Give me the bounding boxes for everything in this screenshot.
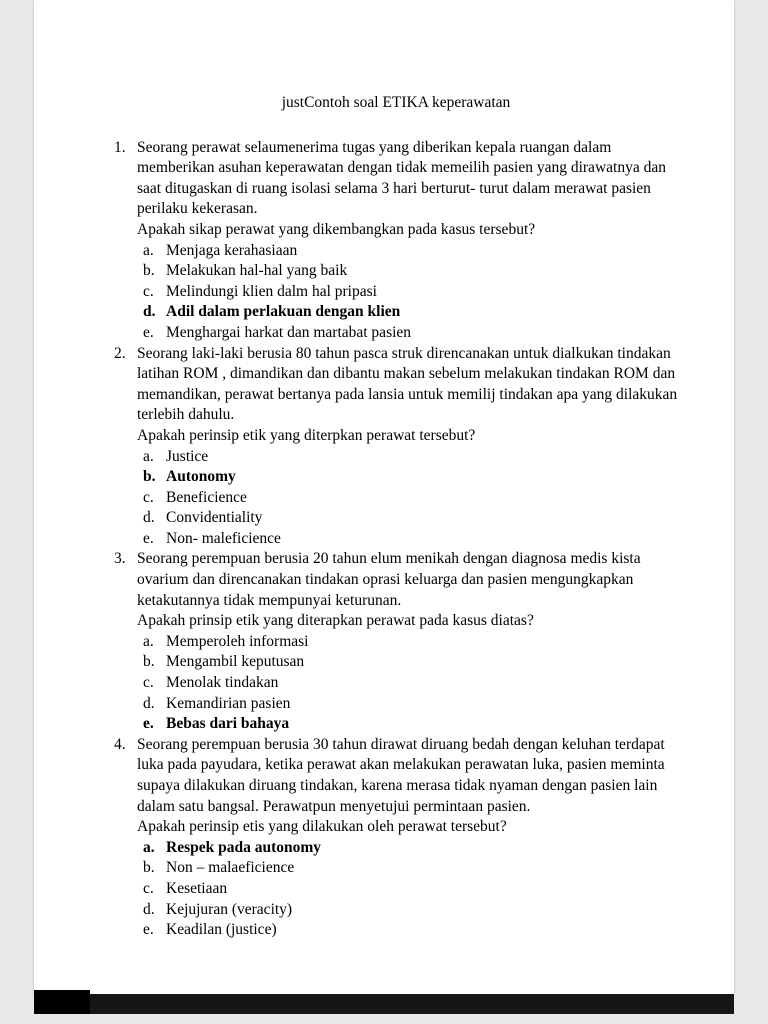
option-row bbox=[137, 714, 678, 735]
option-letter: d. bbox=[143, 509, 155, 527]
option-letter: c. bbox=[143, 282, 154, 300]
option-row bbox=[137, 879, 678, 900]
next-page-edge bbox=[34, 994, 734, 1014]
option-text: Respek pada autonomy bbox=[166, 838, 322, 856]
option-row bbox=[137, 694, 678, 715]
option-row bbox=[137, 529, 678, 550]
question-number: 4. bbox=[114, 735, 126, 753]
option-row bbox=[137, 323, 678, 344]
option-row bbox=[137, 241, 678, 262]
question-text: Seorang perawat selaumenerima tugas yang diberikan kepala ruangan dalam memberikan asuhan keperawatan dengan tidak memeilih pasien yang dirawatnya dan saat ditugaskan di ruang isolasi selama 3 hari berturut- turut dalam merawat pasien perilaku kekerasan. bbox=[137, 138, 666, 218]
option-text: Kesetiaan bbox=[166, 879, 228, 897]
option-text: Bebas dari bahaya bbox=[166, 715, 290, 733]
option-letter: b. bbox=[143, 262, 155, 280]
option-text: Menghargai harkat dan martabat pasien bbox=[166, 323, 412, 341]
question-item bbox=[114, 549, 678, 734]
option-text: Non- maleficience bbox=[166, 529, 281, 547]
option-text: Mengambil keputusan bbox=[166, 653, 305, 671]
option-row bbox=[137, 858, 678, 879]
option-row bbox=[137, 652, 678, 673]
option-row bbox=[137, 508, 678, 529]
option-row bbox=[137, 920, 678, 941]
option-letter: e. bbox=[143, 529, 154, 547]
question-item bbox=[114, 138, 678, 344]
option-letter: c. bbox=[143, 879, 154, 897]
question-item bbox=[114, 735, 678, 941]
option-letter: d. bbox=[143, 694, 155, 712]
question-number: 2. bbox=[114, 344, 126, 362]
option-letter: d. bbox=[143, 303, 156, 321]
option-letter: e. bbox=[143, 921, 154, 939]
option-text: Kemandirian pasien bbox=[166, 694, 291, 712]
question-prompt: Apakah perinsip etis yang dilakukan oleh perawat tersebut? bbox=[137, 818, 507, 836]
option-letter: a. bbox=[143, 838, 155, 856]
next-page-corner bbox=[34, 990, 90, 1014]
option-row bbox=[137, 261, 678, 282]
question-item bbox=[114, 344, 678, 550]
option-row bbox=[137, 282, 678, 303]
option-text: Autonomy bbox=[166, 468, 236, 486]
option-text: Menjaga kerahasiaan bbox=[166, 241, 298, 259]
option-letter: b. bbox=[143, 653, 155, 671]
question-prompt: Apakah perinsip etik yang diterpkan perawat tersebut? bbox=[137, 426, 476, 444]
question-number: 3. bbox=[114, 550, 126, 568]
question-prompt: Apakah sikap perawat yang dikembangkan pada kasus tersebut? bbox=[137, 220, 536, 238]
option-letter: d. bbox=[143, 900, 155, 918]
option-row bbox=[137, 632, 678, 653]
option-row bbox=[137, 488, 678, 509]
option-letter: a. bbox=[143, 632, 154, 650]
option-text: Kejujuran (veracity) bbox=[166, 900, 293, 918]
option-letter: b. bbox=[143, 859, 155, 877]
option-text: Convidentiality bbox=[166, 509, 263, 527]
page-content bbox=[34, 0, 734, 941]
option-letter: c. bbox=[143, 488, 154, 506]
option-row bbox=[137, 302, 678, 323]
question-number: 1. bbox=[114, 138, 126, 156]
document-title: justContoh soal ETIKA keperawatan bbox=[281, 94, 511, 111]
option-text: Menolak tindakan bbox=[166, 674, 279, 692]
question-text: Seorang perempuan berusia 30 tahun dirawat diruang bedah dengan keluhan terdapat luka pada payudara, ketika perawat akan melakukan perawatan luka, pasien meminta supaya dilakukan diruang tindakan, karena merasa tidak nyaman dengan pasien lain dalam satu bangsal. Perawatpun menyetujui permintaan pasien. bbox=[137, 735, 665, 815]
option-row bbox=[137, 900, 678, 921]
option-text: Keadilan (justice) bbox=[166, 921, 277, 939]
option-letter: b. bbox=[143, 468, 156, 486]
document-page bbox=[34, 0, 734, 994]
option-text: Non – malaeficience bbox=[166, 859, 295, 877]
option-letter: e. bbox=[143, 323, 154, 341]
option-text: Adil dalam perlakuan dengan klien bbox=[166, 303, 401, 321]
option-text: Beneficience bbox=[166, 488, 247, 506]
question-prompt: Apakah prinsip etik yang diterapkan perawat pada kasus diatas? bbox=[137, 612, 534, 630]
option-text: Memperoleh informasi bbox=[166, 632, 309, 650]
option-row bbox=[137, 838, 678, 859]
question-text: Seorang laki-laki berusia 80 tahun pasca struk direncanakan untuk dialkukan tindakan latihan ROM , dimandikan dan dibantu makan sebelum melakukan tindakan ROM dan memandikan, perawat bertanya pada lansia untuk memilij tindakan apa yang dilakukan terlebih dahulu. bbox=[137, 344, 678, 424]
option-row bbox=[137, 673, 678, 694]
option-row bbox=[137, 447, 678, 468]
option-text: Melakukan hal-hal yang baik bbox=[166, 262, 348, 280]
option-letter: a. bbox=[143, 241, 154, 259]
option-letter: e. bbox=[143, 715, 154, 733]
option-letter: a. bbox=[143, 447, 154, 465]
option-text: Justice bbox=[166, 447, 209, 465]
question-text: Seorang perempuan berusia 20 tahun elum menikah dengan diagnosa medis kista ovarium dan direncanakan tindakan oprasi keluarga dan pasien mengungkapkan ketakutannya tidak mempunyai keturunan. bbox=[137, 550, 641, 609]
option-row bbox=[137, 467, 678, 488]
option-letter: c. bbox=[143, 674, 154, 692]
option-text: Melindungi klien dalm hal pripasi bbox=[166, 282, 377, 300]
